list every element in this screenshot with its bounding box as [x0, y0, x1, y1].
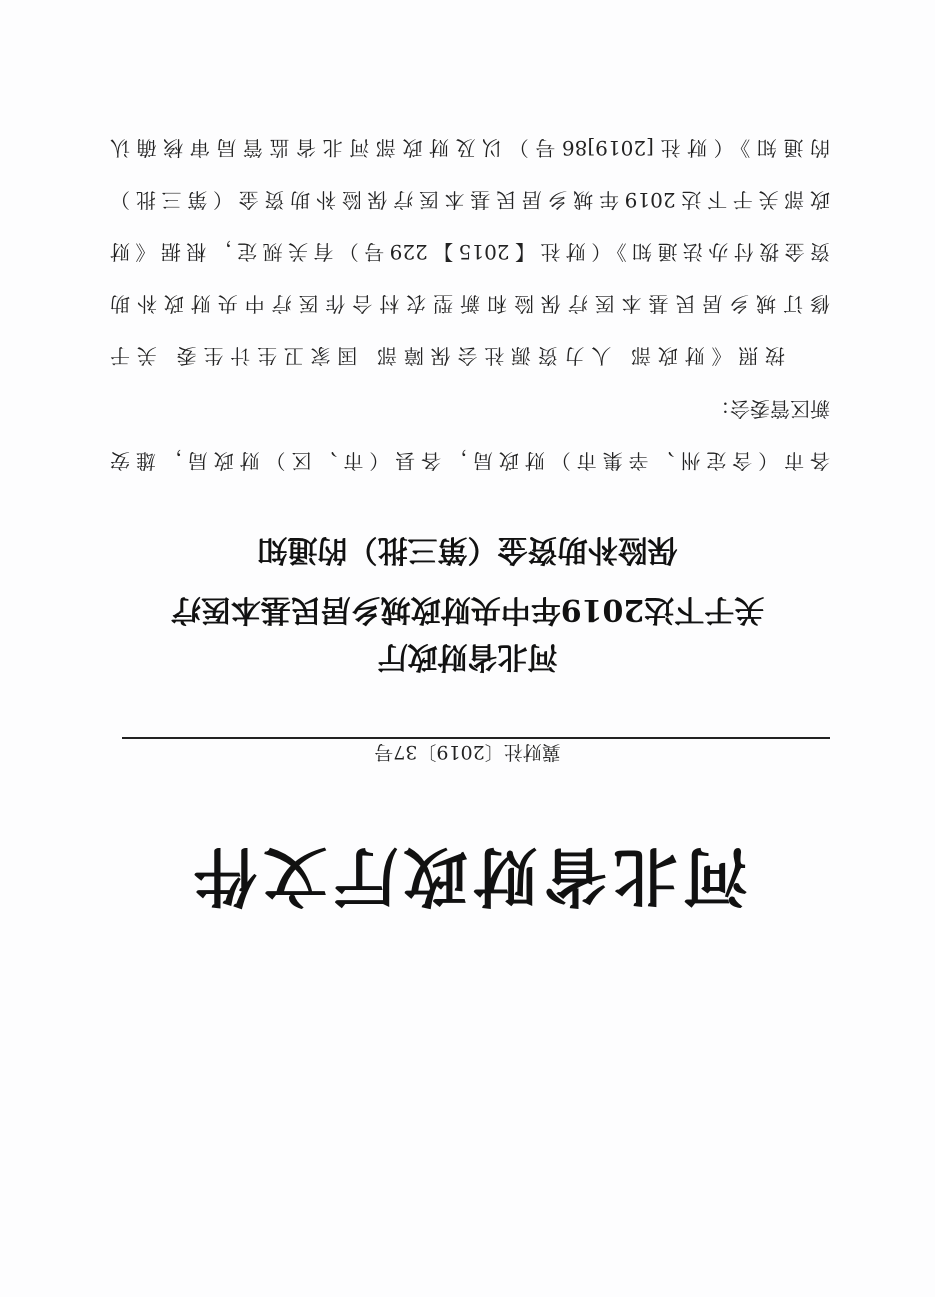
- document-header: 河北省财政厅文件: [187, 838, 748, 913]
- issuer-name: 河北省财政厅: [377, 639, 558, 674]
- body-line: 政部关于下达2019年城乡居民基本医疗保险补助资金（第三批）: [110, 188, 830, 212]
- body-line: 资金拨付办法通知》（财社【2015】229号）有关规定，根据《财: [110, 240, 830, 264]
- recipients-line-2: 新区管委会：: [710, 397, 830, 421]
- notice-title-line-1: 关于下达2019年中央财政城乡居民基本医疗: [170, 592, 765, 627]
- body-line: 修订城乡居民基本医疗保险和新型农村合作医疗中央财政补助: [110, 292, 830, 316]
- document-number: 冀财社〔2019〕37号: [374, 741, 561, 763]
- notice-title-line-2: 保险补助资金（第三批）的通知: [257, 532, 678, 567]
- body-line: 的通知》（财社[2019]86号）以及财政部河北省监管局审核确认: [110, 136, 830, 160]
- body-line: 按照《财政部 人力资源社会保障部 国家卫生计生委 关于: [110, 344, 785, 368]
- recipients-line-1: 各市（含定州、辛集市）财政局，各县（市、区）财政局，雄安: [110, 449, 830, 473]
- header-divider: [122, 737, 830, 739]
